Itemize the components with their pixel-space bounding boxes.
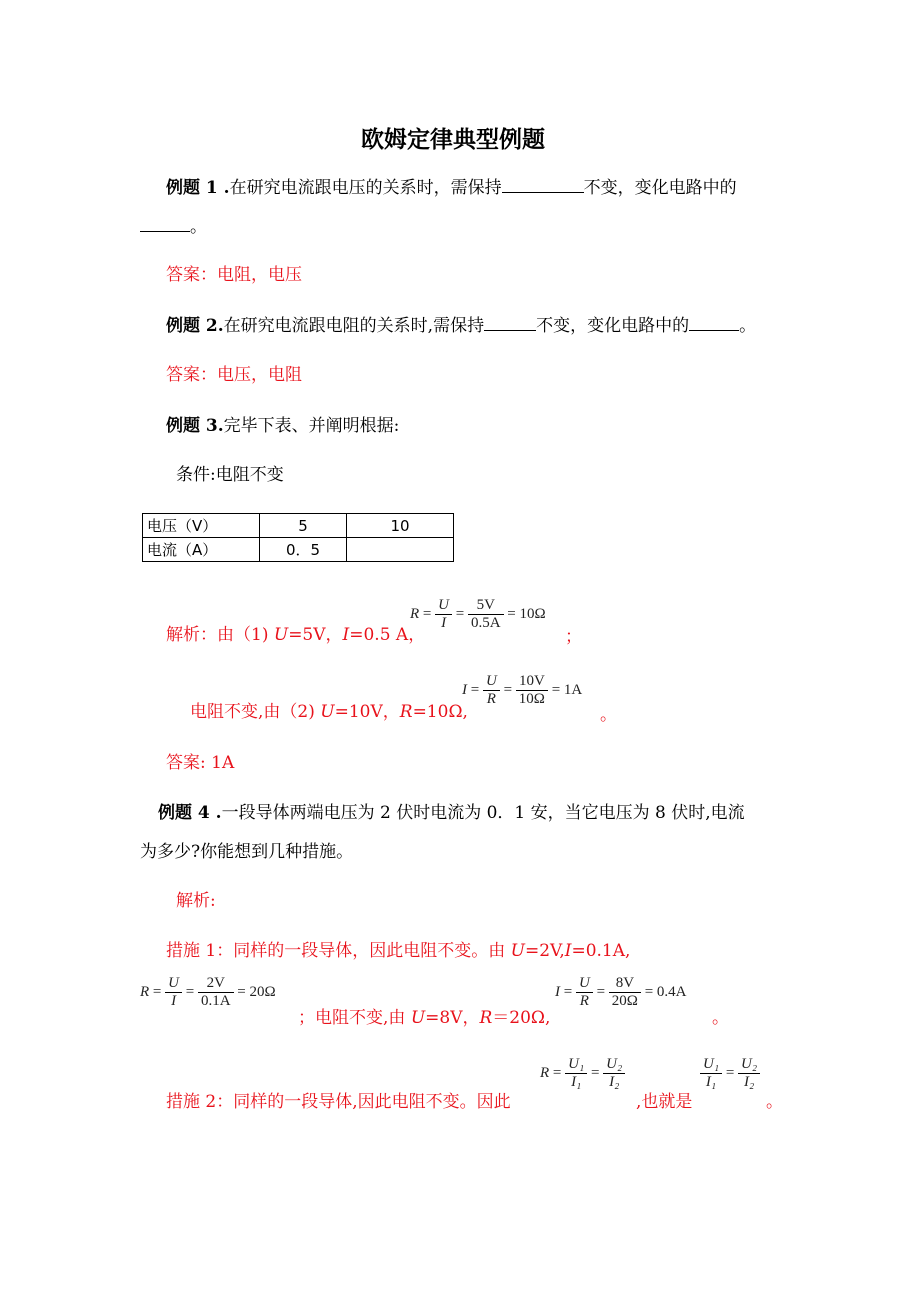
example-2-answer: 答案：电压，电阻 <box>166 365 302 385</box>
numerator: U <box>435 597 452 615</box>
numerator: 2V <box>198 975 234 993</box>
denominator: I <box>171 993 177 1010</box>
formula-lhs: I <box>462 682 467 699</box>
denominator: I <box>441 615 447 632</box>
denominator: I₁ <box>705 1074 717 1091</box>
example-1-end: 。 <box>190 217 207 237</box>
table-cell <box>347 538 454 562</box>
formula-i-10v: I = $\frac{U}{R}$ = $\frac{10V}{10\Omega}$ = 1A <box>462 673 583 708</box>
denominator: I₂ <box>609 1074 620 1091</box>
formula-lhs: R <box>540 1065 550 1082</box>
numerator: U₁ <box>700 1056 722 1074</box>
value-5v: =5V， <box>288 625 343 645</box>
example-3-answer: 答案: 1A <box>166 753 235 773</box>
numerator: U₁ <box>565 1056 587 1074</box>
numerator: U <box>483 673 500 691</box>
var-u: U <box>320 702 335 722</box>
data-table <box>142 513 454 562</box>
numerator: U <box>165 975 182 993</box>
example-4-text-1: 一段导体两端电压为 2 伏时电流为 0．1 安，当它电压为 8 伏时,电流 <box>221 803 745 823</box>
example-4-analysis: 解析: <box>176 891 216 911</box>
table-cell: 5 <box>260 514 347 538</box>
answer-blank <box>502 176 584 193</box>
example-1-text-a: 在研究电流跟电压的关系时，需保持 <box>229 178 502 198</box>
example-1-question-cont <box>140 212 207 237</box>
var-u: U <box>410 1008 426 1028</box>
value-2v: =2V, <box>524 941 565 961</box>
var-r: R <box>479 1008 493 1028</box>
numerator: U₂ <box>738 1056 760 1074</box>
table-cell: 10 <box>347 514 454 538</box>
fraction <box>603 1056 625 1092</box>
fraction <box>609 975 641 1011</box>
denominator: 0.5A <box>470 615 501 632</box>
value-8v: =8V， <box>425 1008 480 1028</box>
example-2-label: 例题 2. <box>166 316 224 336</box>
var-u: U <box>510 941 525 961</box>
fraction <box>483 673 500 709</box>
fraction <box>700 1056 722 1092</box>
numerator: U₂ <box>603 1056 625 1074</box>
value-10v: =10V， <box>334 702 400 722</box>
answer-blank <box>689 314 739 331</box>
formula-r-5v: R = $\frac{U}{I}$ = $\frac{5V}{0.5A}$ = 10Ω <box>410 597 546 632</box>
fraction <box>435 597 452 633</box>
period: 。 <box>712 1008 729 1028</box>
numerator: 10V <box>516 673 548 691</box>
example-2-question <box>166 311 756 336</box>
example-3-analysis-2 <box>190 697 468 722</box>
example-3-condition: 条件:电阻不变 <box>176 465 284 485</box>
example-3-question <box>166 411 399 436</box>
value-20ohm: ＝20Ω, <box>492 1008 551 1028</box>
table-cell: 电压（V） <box>143 514 260 538</box>
example-4-question <box>158 798 745 823</box>
analysis-prefix: 解析：由（1) <box>166 625 274 645</box>
table-row <box>143 538 454 562</box>
fraction <box>198 975 234 1011</box>
example-1-answer: 答案：电阻，电压 <box>166 265 302 285</box>
answer-blank <box>140 215 190 232</box>
denominator: R <box>579 993 589 1010</box>
var-i: I <box>564 941 572 961</box>
example-3-analysis-1 <box>166 620 425 645</box>
table-cell: 电流（A） <box>143 538 260 562</box>
answer-blank <box>484 314 536 331</box>
fraction <box>468 597 504 633</box>
example-1-text-b: 不变，变化电路中的 <box>583 178 737 198</box>
fraction <box>576 975 593 1011</box>
denominator: 0.1A <box>200 993 231 1010</box>
value-01a: =0.1A, <box>571 941 631 961</box>
var-r: R <box>399 702 413 722</box>
formula-result: 1A <box>563 682 583 699</box>
page-title: 欧姆定律典型例题 <box>361 127 545 153</box>
numerator: 5V <box>468 597 504 615</box>
example-3-label: 例题 3. <box>166 416 224 436</box>
method-1-mid <box>298 1003 550 1028</box>
fraction <box>565 1056 587 1092</box>
formula-lhs: R <box>410 606 420 623</box>
formula-result: 0.4A <box>656 984 687 1001</box>
method-2-mid: ,也就是 <box>636 1092 693 1112</box>
formula-result: 10Ω <box>519 606 546 623</box>
fraction <box>516 673 548 709</box>
semicolon: ； <box>565 627 582 647</box>
fraction <box>738 1056 760 1092</box>
formula-result: 20Ω <box>249 984 276 1001</box>
example-4-question-cont: 为多少?你能想到几种措施。 <box>140 842 354 862</box>
fraction <box>165 975 182 1011</box>
formula-ratio-equal: $\frac{\text{U₁}}{\text{I₁}}$ = $\frac{\text{U₂}}{\text{I₂}}$ <box>700 1056 760 1092</box>
table-cell: 0．5 <box>260 538 347 562</box>
mid-text: ；电阻不变,由 <box>298 1008 411 1028</box>
example-2-text-b: 不变，变化电路中的 <box>536 316 690 336</box>
method-1-line <box>166 936 630 961</box>
formula-lhs: R <box>140 984 150 1001</box>
example-2-text-a: 在研究电流跟电阻的关系时,需保持 <box>223 316 485 336</box>
method-2-line: 措施 2：同样的一段导体,因此电阻不变。因此 <box>166 1092 511 1112</box>
numerator: 8V <box>609 975 641 993</box>
table-row <box>143 514 454 538</box>
method-2-end: 。 <box>766 1092 783 1112</box>
formula-lhs: I <box>555 984 560 1001</box>
example-4-label: 例题 4 . <box>158 803 222 823</box>
var-i: I <box>342 625 350 645</box>
var-u: U <box>273 625 289 645</box>
method-1-prefix: 措施 1：同样的一段导体，因此电阻不变。由 <box>166 941 511 961</box>
denominator: I₁ <box>571 1074 582 1091</box>
example-2-end: 。 <box>739 316 757 336</box>
value-05a: =0.5 A， <box>349 625 426 645</box>
formula-r-2v: R = $\frac{U}{I}$ = $\frac{2V}{0.1A}$ = 20Ω <box>140 975 276 1010</box>
formula-i-8v: I = $\frac{U}{R}$ = $\frac{8V}{20\Omega}$ = 0.4A <box>555 975 687 1010</box>
example-1-question <box>166 173 737 198</box>
analysis-prefix: 电阻不变,由（2) <box>190 702 321 722</box>
denominator: 20Ω <box>611 993 638 1010</box>
value-10ohm: =10Ω, <box>412 702 468 722</box>
period: 。 <box>600 705 617 725</box>
denominator: I₂ <box>743 1074 755 1091</box>
example-1-label: 例题 1 . <box>166 178 230 198</box>
example-3-text: 完毕下表、并阐明根据: <box>223 416 400 436</box>
denominator: 10Ω <box>518 691 545 708</box>
denominator: R <box>486 691 496 708</box>
numerator: U <box>576 975 593 993</box>
formula-r-ratio: R = $\frac{\text{U₁}}{\text{I₁}}$ = $\frac{\text{U₂}}{\text{I₂}}$ <box>540 1056 625 1092</box>
